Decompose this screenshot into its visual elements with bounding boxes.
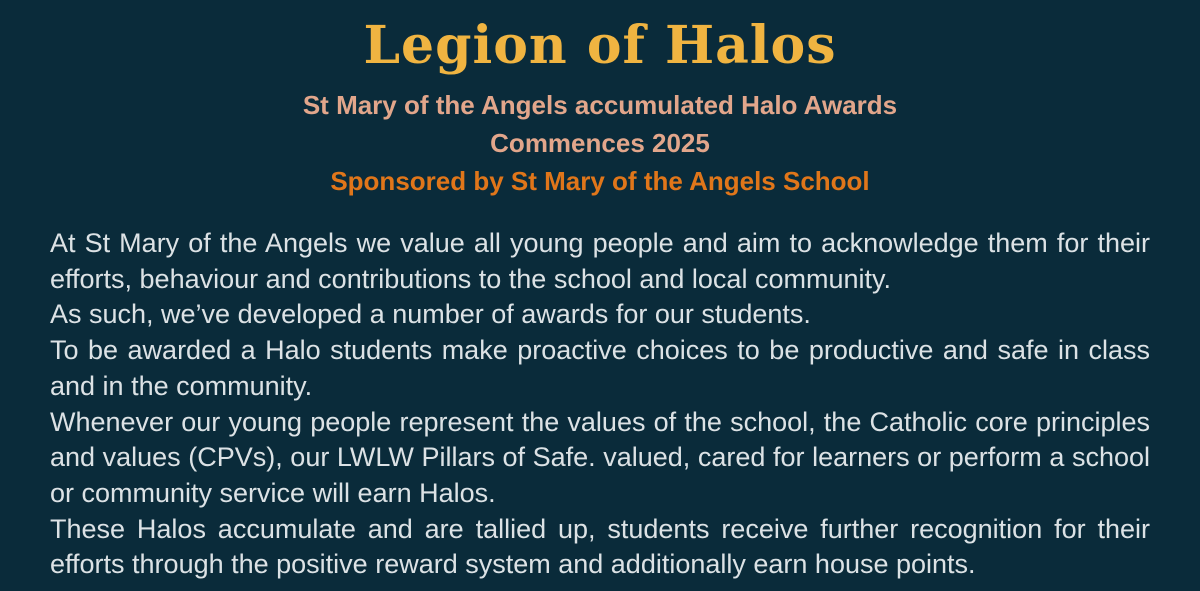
- paragraph: As such, we’ve developed a number of awards for our students.: [50, 299, 811, 330]
- body-text: [0, 226, 1200, 583]
- header: [0, 0, 1200, 200]
- subtitle-line-1: St Mary of the Angels accumulated Halo Awards: [302, 90, 898, 120]
- page-title: Legion of Halos: [363, 15, 837, 76]
- paragraph: To be awarded a Halo students make proactive choices to be productive and safe in class and in the community.: [50, 335, 1150, 401]
- paragraph: Whenever our young people represent the values of the school, the Catholic core principles and values (CPVs), our LWLW Pillars of Safe. valued, cared for learners or perform a school or community service will earn Halos.: [50, 406, 1150, 508]
- sponsor-line: Sponsored by St Mary of the Angels School: [330, 166, 870, 196]
- paragraph: These Halos accumulate and are tallied up, students receive further recognition for their efforts through the positive reward system and additionally earn house points.: [50, 513, 1150, 580]
- subtitle-line-2: Commences 2025: [490, 128, 710, 158]
- paragraph: At St Mary of the Angels we value all young people and aim to acknowledge them for their efforts, behaviour and contributions to the school and local community.: [50, 228, 1150, 294]
